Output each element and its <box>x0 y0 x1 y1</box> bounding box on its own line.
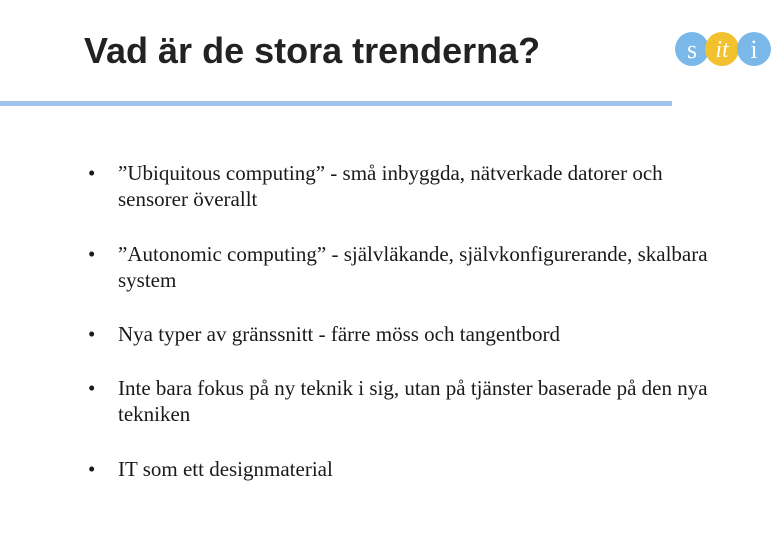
bullet-item <box>88 375 708 427</box>
bullet-item <box>88 241 708 293</box>
bullet-dot: • <box>88 322 96 346</box>
bullet-text: ”Ubiquitous computing” - små inbyggda, nätverkade datorer och sensorer överallt <box>118 161 663 211</box>
bullet-text: IT som ett designmaterial <box>118 457 333 481</box>
bullet-item <box>88 321 708 347</box>
logo-letter-i: i <box>750 35 758 64</box>
logo-letter-s: s <box>686 35 698 64</box>
bullet-text: Inte bara fokus på ny teknik i sig, utan på tjänster baserade på den nya tekniken <box>118 376 708 426</box>
bullet-text: Nya typer av gränssnitt - färre möss och tangentbord <box>118 322 561 346</box>
bullet-item <box>88 456 708 482</box>
slide-title: Vad är de stora trenderna? <box>84 30 541 71</box>
bullet-item <box>88 160 708 212</box>
bullet-text: ”Autonomic computing” - självläkande, självkonfigurerande, skalbara system <box>118 242 708 292</box>
bullet-dot: • <box>88 457 96 481</box>
bullet-dot: • <box>88 376 96 400</box>
bullet-dot: • <box>88 242 96 266</box>
bullet-dot: • <box>88 161 96 185</box>
logo-letter-it: it <box>715 37 729 63</box>
